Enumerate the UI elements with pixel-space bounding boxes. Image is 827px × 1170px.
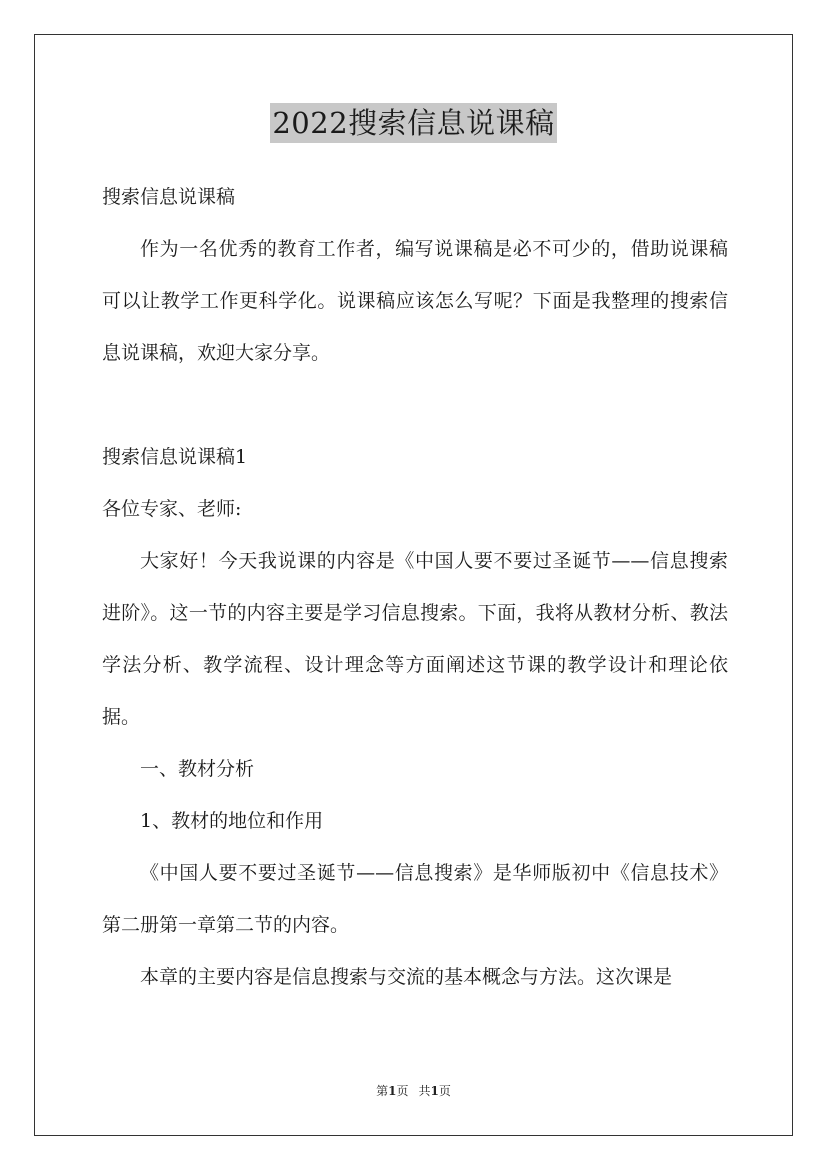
total-pages: 1 [430, 1084, 439, 1098]
page-footer [0, 1083, 827, 1099]
section-heading: 搜索信息说课稿 [102, 186, 236, 208]
title-container [0, 103, 827, 143]
subsection-heading: 搜索信息说课稿1 [102, 446, 248, 468]
salutation: 各位专家、老师: [102, 498, 242, 520]
outline-subheading: 1、教材的地位和作用 [140, 810, 324, 832]
total-prefix: 共 [418, 1084, 431, 1098]
page-number: 1 [388, 1084, 397, 1098]
page-prefix: 第 [376, 1084, 389, 1098]
intro-paragraph: 作为一名优秀的教育工作者，编写说课稿是必不可少的，借助说课稿可以让教学工作更科学化。说课稿应该怎么写呢？下面是我整理的搜索信息说课稿，欢迎大家分享。 [102, 238, 728, 364]
body-paragraph: 大家好！今天我说课的内容是《中国人要不要过圣诞节——信息搜索进阶》。这一节的内容主要是学习信息搜索。下面，我将从教材分析、教法学法分析、教学流程、设计理念等方面阐述这节课的教学设计和理论依据。 [102, 550, 728, 728]
page-suffix: 页 [396, 1084, 409, 1098]
body-paragraph: 《中国人要不要过圣诞节——信息搜索》是华师版初中《信息技术》第二册第一章第二节的内容。 [102, 862, 728, 936]
outline-heading: 一、教材分析 [140, 758, 255, 780]
total-suffix: 页 [438, 1084, 451, 1098]
blank-line [102, 379, 728, 431]
body-paragraph: 本章的主要内容是信息搜索与交流的基本概念与方法。这次课是 [140, 966, 673, 988]
document-title: 2022搜索信息说课稿 [270, 103, 556, 143]
document-body [102, 171, 728, 1003]
